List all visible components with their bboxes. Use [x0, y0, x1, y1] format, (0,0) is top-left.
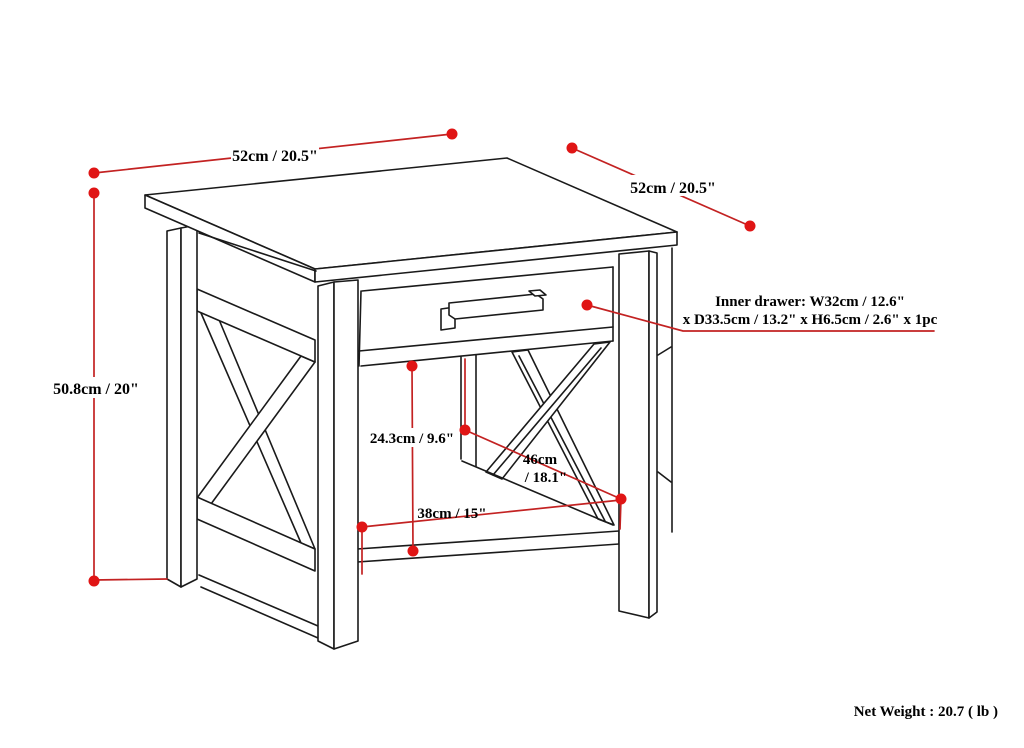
shelf-width-label: 38cm / 15"	[417, 506, 487, 522]
top-width-label: 52cm / 20.5"	[232, 148, 318, 165]
drawer-bottom-edge	[359, 327, 613, 351]
left-side-x-panel	[197, 289, 315, 571]
shelf-clearance-label: 24.3cm / 9.6"	[369, 431, 455, 447]
inner-drawer-label-line2: x D33.5cm / 13.2" x H6.5cm / 2.6" x 1pc	[682, 312, 938, 328]
right-leg	[619, 251, 649, 618]
front-left-leg	[181, 225, 197, 587]
x-brace-bar	[197, 356, 315, 504]
front-corner-leg	[334, 280, 358, 649]
inner-drawer-label-line1: Inner drawer: W32cm / 12.6"	[715, 294, 905, 310]
shelf-depth-label-line2: / 18.1"	[524, 470, 568, 486]
height-label: 50.8cm / 20"	[53, 381, 139, 398]
tabletop	[145, 158, 677, 282]
dim-line-shelf-clearance	[412, 366, 413, 551]
shelf-depth-label-line1: 46cm	[522, 452, 558, 468]
right-leg	[649, 251, 657, 618]
dim-line-shelf-width	[362, 500, 621, 527]
top-depth-label: 52cm / 20.5"	[630, 180, 716, 197]
drawer-handle	[441, 290, 546, 330]
shelf-left-edge	[199, 575, 318, 626]
net-weight-label: Net Weight : 20.7 ( lb )	[853, 704, 998, 720]
front-left-leg	[167, 228, 181, 587]
back-leg	[461, 355, 476, 466]
front-corner-leg	[318, 282, 334, 649]
